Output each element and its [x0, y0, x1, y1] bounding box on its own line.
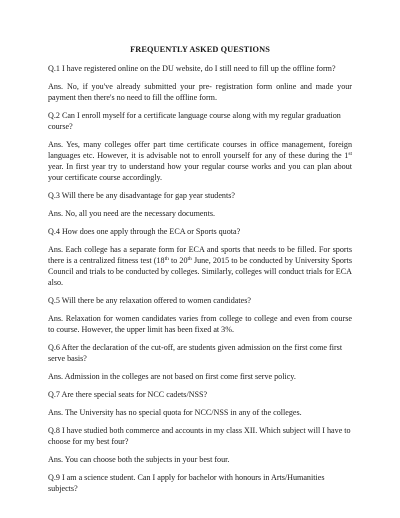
faq-question: Q.9 I am a science student. Can I apply for bachelor with honours in Arts/Humanities subjects?: [48, 473, 325, 493]
faq-answer: Ans. No, if you've already submitted your pre- registration form online and made your payment then there's no need to fill the offline form.: [48, 82, 352, 102]
faq-answer: Ans. Relaxation for women candidates varies from college to college and even from course to course. However, the upper limit has been fixed at 3%.: [48, 314, 352, 334]
faq-item: [48, 190, 352, 219]
faq-answer: Ans. Yes, many colleges offer part time certificate courses in office management, foreign languages etc. However, it is advisable not to enroll yourself for any of these during the 1st year. In first year try to understand how your regular course works and you can plan about your certificate course accordingly.: [48, 140, 352, 182]
faq-item: [48, 295, 352, 335]
faq-question: Q.1 I have registered online on the DU website, do I still need to fill up the offline form?: [48, 64, 336, 73]
faq-question: Q.8 I have studied both commerce and accounts in my class XII. Which subject will I have to choose for my best four?: [48, 426, 351, 446]
faq-item: [48, 226, 352, 288]
faq-answer: Ans. No, all you need are the necessary documents.: [48, 209, 215, 218]
faq-question: Q.7 Are there special seats for NCC cadets/NSS?: [48, 390, 208, 399]
page-title: FREQUENTLY ASKED QUESTIONS: [130, 45, 270, 54]
faq-answer: Ans. You can choose both the subjects in your best four.: [48, 455, 230, 464]
faq-item: [48, 110, 352, 183]
faq-item: [48, 425, 352, 465]
faq-answer: Ans. The University has no special quota for NCC/NSS in any of the colleges.: [48, 408, 302, 417]
faq-item: [48, 63, 352, 103]
faq-question: Q.3 Will there be any disadvantage for gap year students?: [48, 191, 235, 200]
faq-item: [48, 472, 352, 494]
faq-item: [48, 342, 352, 382]
faq-question: Q.4 How does one apply through the ECA or Sports quota?: [48, 227, 241, 236]
faq-question: Q.6 After the declaration of the cut-off, are students given admission on the first come first serve basis?: [48, 343, 343, 363]
faq-answer: Ans. Each college has a separate form for ECA and sports that needs to be filled. For sports there is a centralized fitness test (18th to 20th June, 2015 to be conducted by University Sports Council and trials to be conducted by colleges. Similarly, colleges will conduct trials for ECA also.: [48, 245, 353, 287]
faq-answer: Ans. Admission in the colleges are not based on first come first serve policy.: [48, 372, 296, 381]
faq-question: Q.5 Will there be any relaxation offered to women candidates?: [48, 296, 251, 305]
faq-item: [48, 389, 352, 418]
faq-question: Q.2 Can I enroll myself for a certificate language course along with my regular graduation course?: [48, 111, 341, 131]
